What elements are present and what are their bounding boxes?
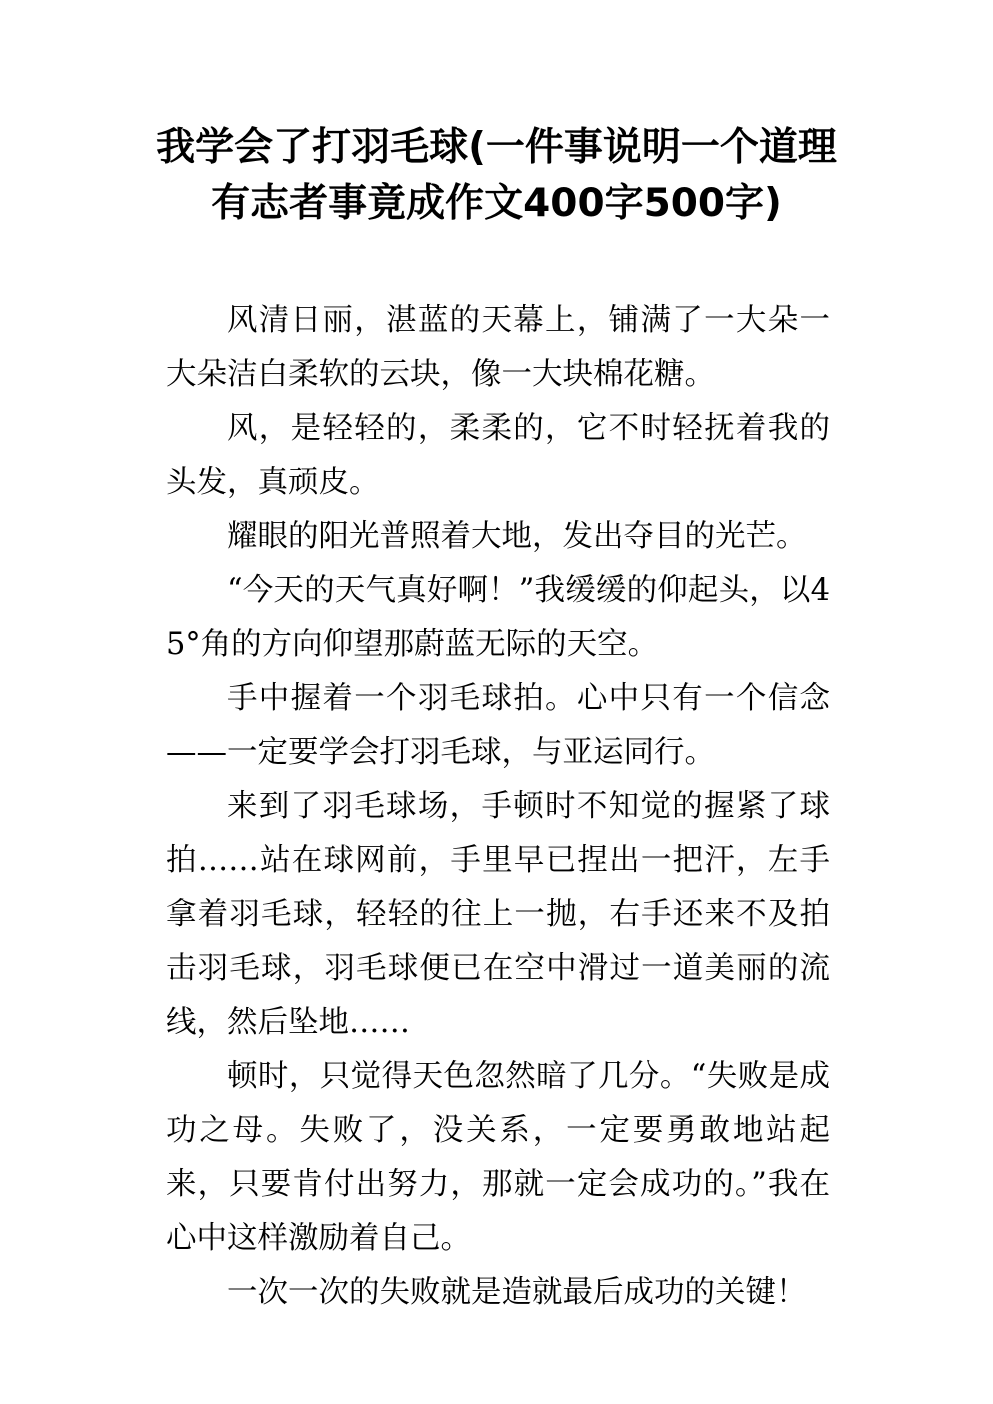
document-title: 我学会了打羽毛球(一件事说明一个道理有志者事竟成作文400字500字)	[156, 125, 837, 226]
paragraph-2: 风，是轻轻的，柔柔的，它不时轻抚着我的头发，真顽皮。	[166, 411, 830, 500]
paragraph-5: 手中握着一个羽毛球拍。心中只有一个信念——一定要学会打羽毛球，与亚运同行。	[166, 681, 830, 770]
paragraph-1: 风清日丽，湛蓝的天幕上，铺满了一大朵一大朵洁白柔软的云块，像一大块棉花糖。	[166, 303, 830, 392]
paragraph-6: 来到了羽毛球场，手顿时不知觉的握紧了球拍……站在球网前，手里早已捏出一把汗，左手拿着羽毛球，轻轻的往上一抛，右手还来不及拍击羽毛球，羽毛球便已在空中滑过一道美丽的流线，然后坠地……	[166, 789, 830, 1040]
paragraph-7: 顿时，只觉得天色忽然暗了几分。“失败是成功之母。失败了，没关系，一定要勇敢地站起来，只要肯付出努力，那就一定会成功的。”我在心中这样激励着自己。	[166, 1059, 830, 1256]
paragraph-4: “今天的天气真好啊！”我缓缓的仰起头，以45°角的方向仰望那蔚蓝无际的天空。	[166, 573, 830, 662]
document-body	[166, 294, 830, 1320]
paragraph-8: 一次一次的失败就是造就最后成功的关键！	[227, 1275, 807, 1310]
paragraph-3: 耀眼的阳光普照着大地，发出夺目的光芒。	[227, 519, 807, 554]
